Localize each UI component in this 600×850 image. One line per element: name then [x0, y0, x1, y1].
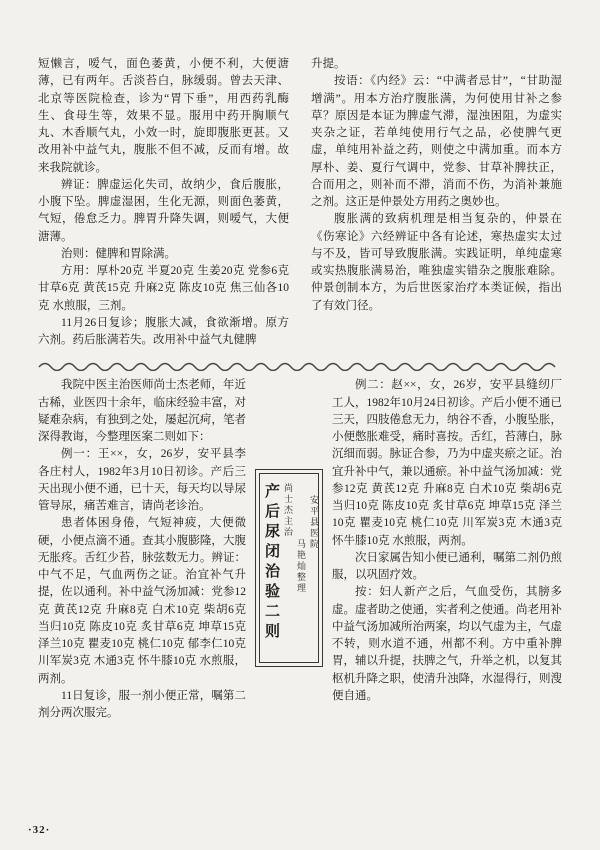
compiler-credit: 马艳灿整理 — [296, 539, 306, 595]
paragraph: 例二：赵××，女，26岁，安平县缝纫厂工人，1982年10月24日初诊。产后小便不通已三天，四肢倦怠无力，纳谷不香，小腹坠胀，小便憋胀难受，痛时喜按。舌红，苔薄白，脉沉细而弱。脉证合参，乃为中虚夹瘀之证。治宜升补中气，兼以通瘀。补中益气汤加减：党参12克 黄芪12克 升麻8克 白术10克 柴胡6克 当归10克 陈皮10克 炙甘草6克 坤草15克 泽兰10克 瞿麦10克 桃仁10克 川军炭3克 木通3克 怀牛膝10克 水煎服，两剂。 — [332, 379, 562, 547]
column-bottom-left — [38, 377, 246, 722]
paragraph: 次日家属告知小便已通利，嘱第二剂仍煎服，以巩固疗效。 — [332, 551, 562, 581]
physician-credit: 尚士杰主治 — [283, 483, 293, 539]
column-top-right — [311, 56, 562, 349]
paragraph: 方用：厚朴20克 半夏20克 生姜20克 党参6克 甘草6克 黄芪15克 升麻2克 陈皮10克 焦三仙各10克 水煎服，三剂。 — [38, 265, 289, 312]
column-bottom-right — [332, 377, 562, 722]
paragraph: 11日复诊，服一剂小便正常，嘱第二剂分两次服完。 — [38, 689, 246, 719]
paragraph: 治则：健脾和胃除满。 — [61, 247, 176, 260]
paragraph: 短懒言，嗳气，面色萎黄，小便不利，大便溏薄，已有两年。舌淡苔白，脉缓弱。曾去天津、北京等医院检查，诊为“胃下垂”，用西药乳酶生、食母生等，效果不显。服用中药开胸顺气丸、木香顺气丸，小效一时，旋即腹胀更甚。又改用补中益气丸，腹胀不但不减，反而有增。故来我院就诊。 — [38, 58, 289, 174]
paragraph: 患者体困身倦，气短神疲，大便微硬，小便点滴不通。查其小腹膨隆，大腹无胀疼。舌红少苔，脉弦数无力。辨证：中气不足，气血两伤之证。治宜补气升提，佐以通利。补中益气汤加减：党参12克 黄芪12克 升麻8克 白术10克 柴胡6克 当归10克 陈皮10克 炙甘草6克 坤草15克 泽兰10克 瞿麦10克 桃仁10克 郁李仁10克 川军炭3克 木通3克 怀牛膝10克 水煎服，两剂。 — [38, 517, 246, 685]
paragraph: 我院中医主治医师尚士杰老师，年近古稀，业医四十余年，临床经验丰富，对疑难杂病，有独到之处，屡起沉疴，笔者深得教诲，今整理医案二则如下： — [38, 379, 246, 443]
paragraph: 按：妇人新产之后，气血受伤，其膀多虚。虚者助之使通，实者利之使通。尚老用补中益气汤加减所治两案，均以气虚为主，气虚不转，则水道不通，州都不利。方中重补脾胃，辅以升提，扶脾之气，升举之机，以复其枢机升降之职，使清升浊降，水湿得行，则溲便自通。 — [332, 586, 562, 702]
case-title-box — [255, 469, 323, 667]
paragraph: 按语：《内经》云：“中满者忌甘”，“甘助湿增满”。用本方治疗腹胀满，为何使用甘补之参草？原因是本证为脾虚气滞，湿浊困阻，为虚实夹杂之证，若单纯使用行气之品，必使脾气更虚，单纯用补益之药，则使之中满加重。而本方厚朴、姜、夏行气调中，党参、甘草补脾扶正，合而用之，则补而不滞，消而不伤，为消补兼施之剂。这正是仲景处方用药之奥妙也。 — [311, 75, 562, 208]
column-top-left — [38, 56, 289, 349]
page-number: ·32· — [28, 824, 51, 836]
hospital-name: 安平县医院 — [309, 495, 319, 551]
paragraph: 例一：王××，女，26岁，安平县李各庄村人，1982年3月10日初诊。产后三天出现小便不通，已十天，每天均以导尿管导尿，痛苦难言，请尚老诊治。 — [38, 448, 246, 512]
section-divider — [38, 358, 562, 370]
paragraph: 11月26日复诊；腹胀大减，食欲渐增。原方六剂。药后胀满若失。改用补中益气丸健脾 — [38, 316, 289, 346]
paragraph: 升提。 — [311, 58, 346, 70]
wave-line — [39, 364, 555, 371]
case-title: 产后尿闭治验二则 — [263, 483, 279, 644]
case-title-box-inner — [259, 473, 319, 663]
paragraph: 腹胀满的致病机理是相当复杂的，仲景在《伤寒论》六经辨证中各有论述，寒热虚实太过与不及，皆可导致腹胀满。实践证明，单纯虚寒或实热腹胀满易治，唯独虚实错杂之腹胀难除。仲景创制本方，为后世医家治疗本类证候，指出了有效门径。 — [311, 213, 562, 312]
top-section — [38, 56, 562, 349]
bottom-section — [38, 377, 562, 722]
paragraph: 辨证：脾虚运化失司，故纳少，食后腹胀，小腹下坠。脾虚湿困，生化无源，则面色萎黄，气短，倦怠乏力。脾胃升降失调，则嗳气，大便溏薄。 — [38, 178, 289, 243]
